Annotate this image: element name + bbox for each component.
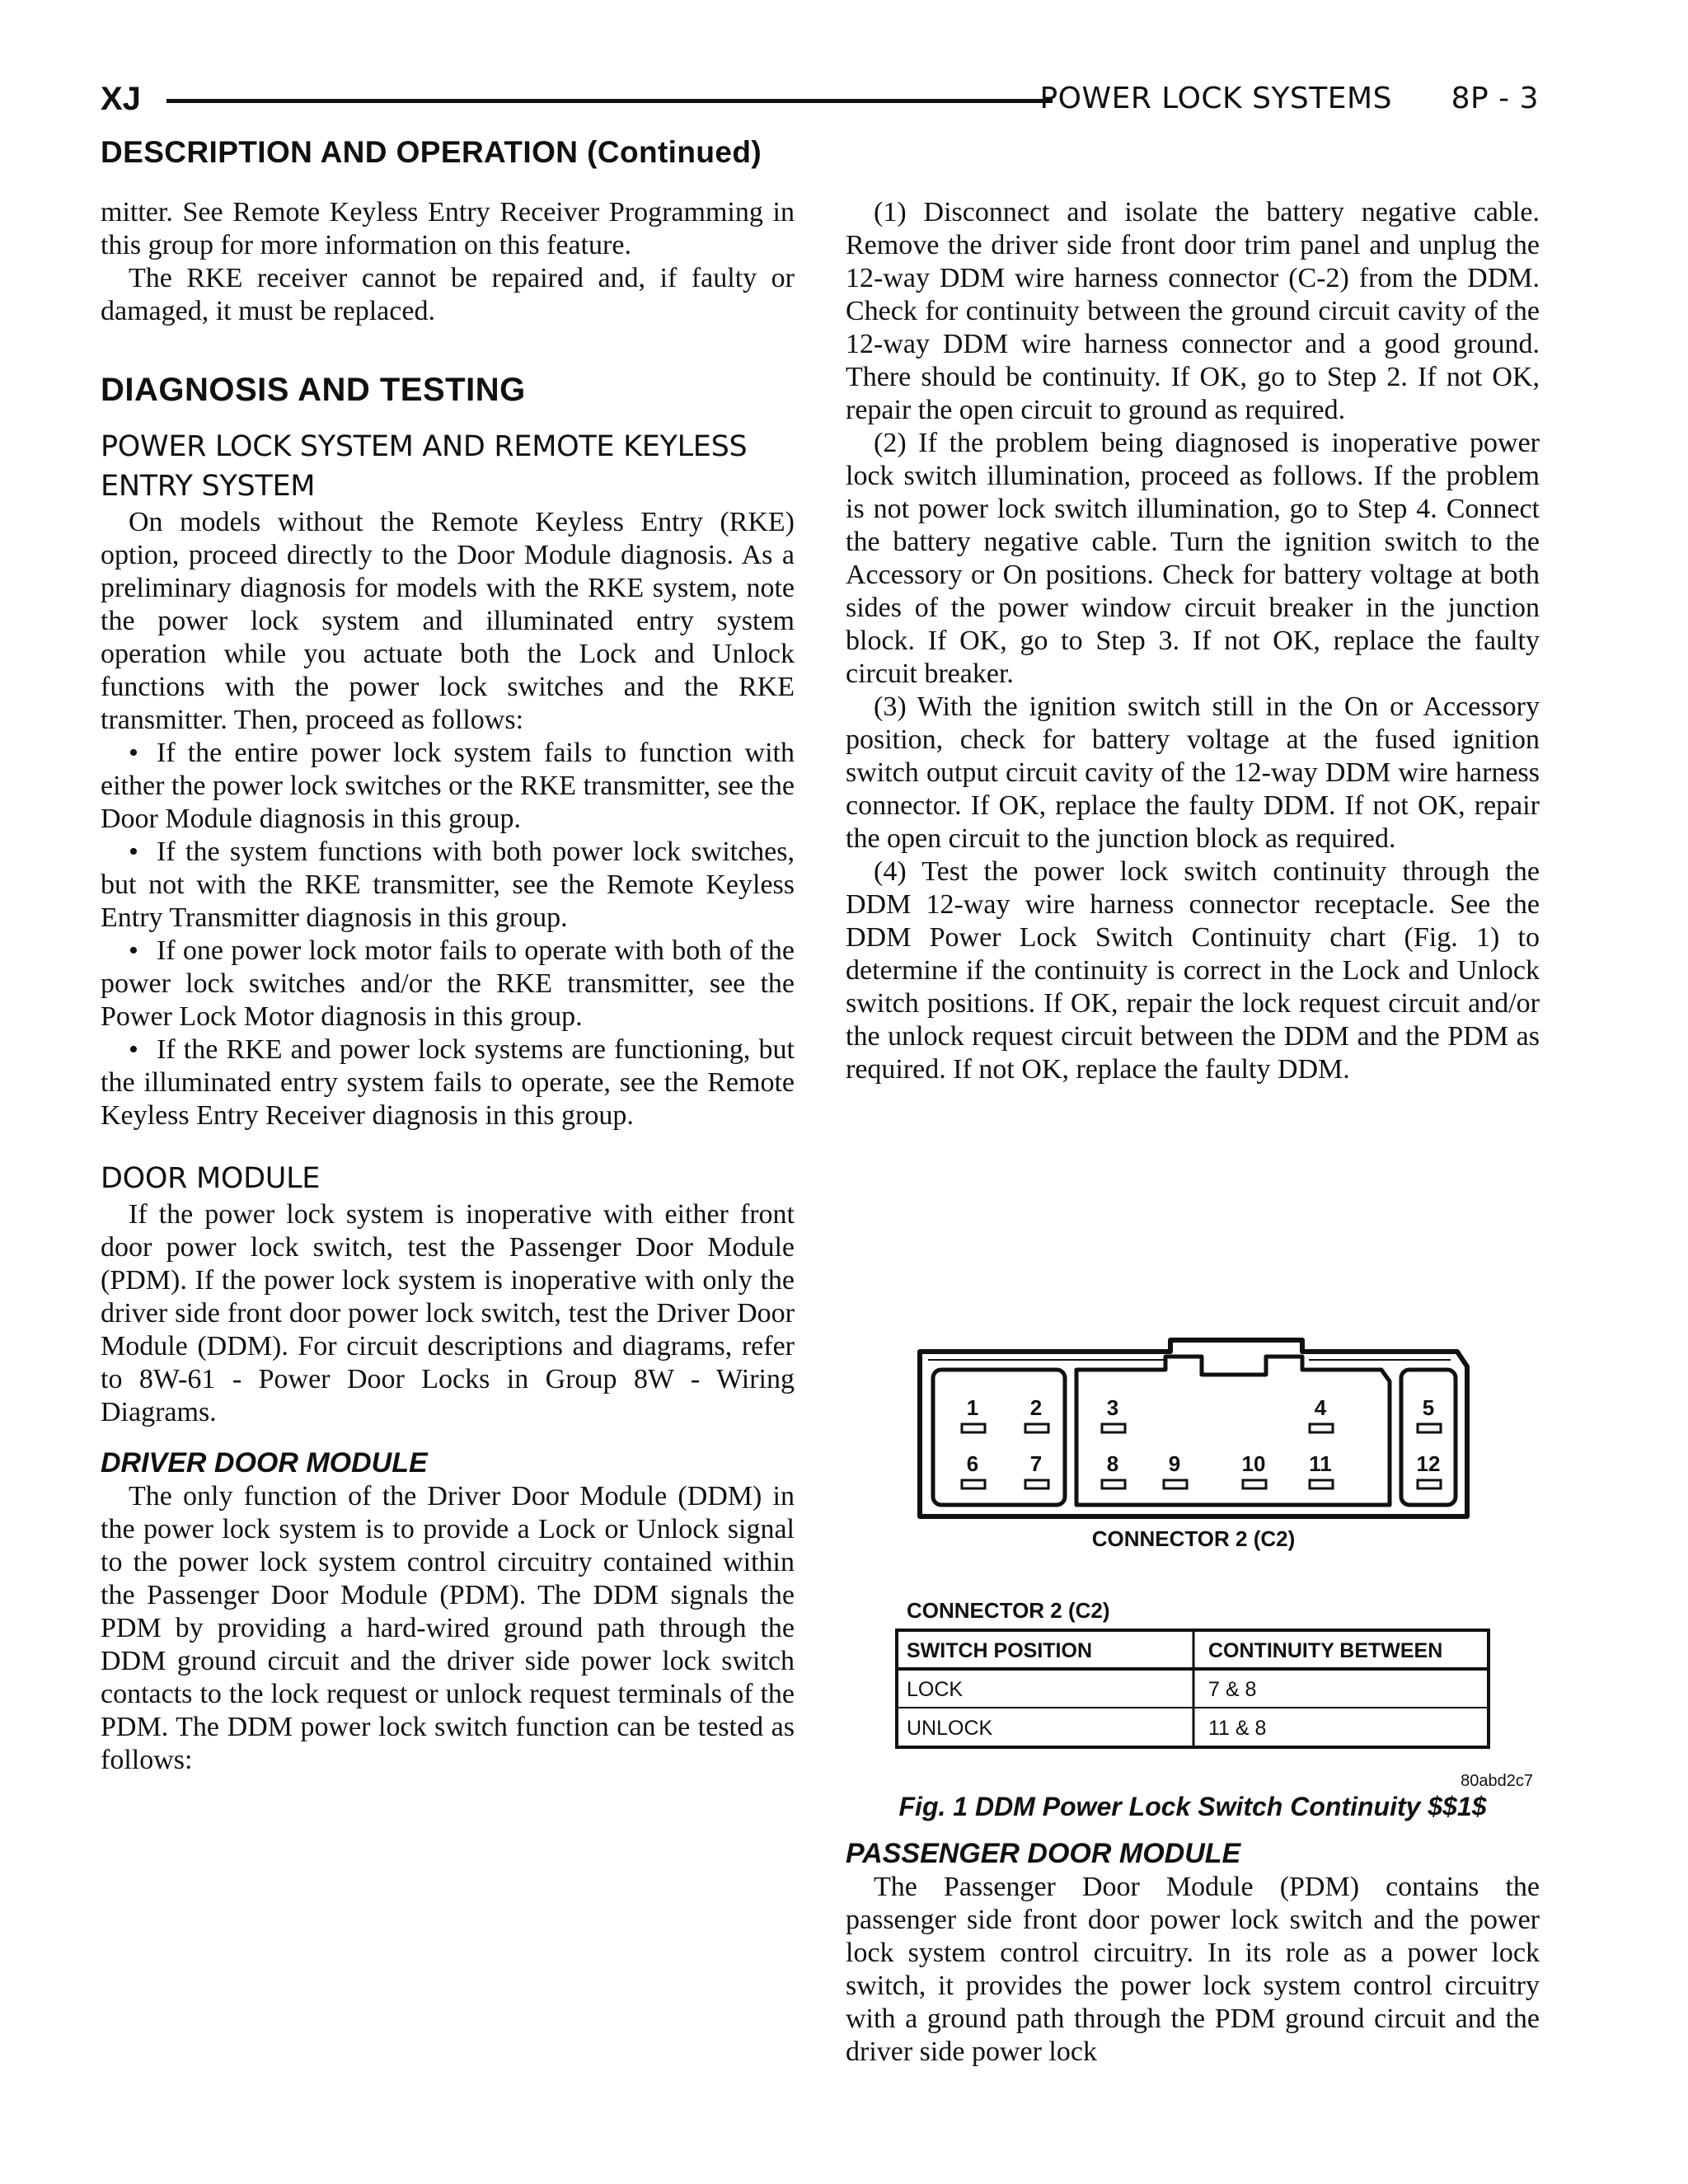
figure-connector-c2	[890, 1333, 1533, 1836]
table-cell: LOCK	[907, 1678, 964, 1701]
header-rule	[166, 99, 1053, 103]
figure-code: 80abd2c7	[1461, 1772, 1533, 1790]
pin-label: 6	[966, 1451, 979, 1476]
header-vehicle-code: XJ	[101, 81, 141, 117]
paragraph-rke-programming: mitter. See Remote Keyless Entry Receiver Programming in this group for more information on this feature.	[101, 197, 795, 260]
bullet-icon: •	[129, 935, 138, 966]
pin-terminal	[1310, 1424, 1333, 1432]
pin-label: 5	[1422, 1395, 1435, 1420]
pin-label: 1	[966, 1395, 979, 1420]
pin-terminal	[1164, 1480, 1187, 1488]
heading-passenger-door-module: PASSENGER DOOR MODULE	[846, 1838, 1241, 1869]
table-header-cell: SWITCH POSITION	[907, 1639, 1092, 1662]
pin-terminal	[1025, 1424, 1048, 1432]
heading-diagnosis-testing: DIAGNOSIS AND TESTING	[101, 372, 526, 408]
paragraph-preliminary-diagnosis: On models without the Remote Keyless Entry (RKE) option, proceed directly to the Door Module diagnosis. As a preliminary diagnosis for models with the RKE system, note the power lock system and illuminated entry system operation while you actuate both the Lock and Unlock functions with the power lock switches and the RKE transmitter. Then, proceed as follows:	[101, 507, 795, 735]
continuity-table	[897, 1630, 1489, 1747]
passenger-door-module-section	[846, 1836, 1540, 2069]
paragraph-door-module: If the power lock system is inoperative with either front door power lock switch, test the Passenger Door Module (PDM). If the power lock system is inoperative with only the driver side front door power lock switch, test the Driver Door Module (DDM). For circuit descriptions and diagrams, refer to 8W-61 - Power Door Locks in Group 8W - Wiring Diagrams.	[101, 1199, 795, 1427]
pin-label: 8	[1106, 1451, 1119, 1476]
table-header-cell: CONTINUITY BETWEEN	[1208, 1639, 1443, 1662]
table-title: CONNECTOR 2 (C2)	[907, 1598, 1110, 1623]
connector-diagram	[890, 1333, 1533, 1836]
pin-label: 11	[1309, 1451, 1332, 1476]
paragraph-passenger-door-module: The Passenger Door Module (PDM) contains the passenger side front door power lock switch and the power lock system control circuitry. In its role as a power lock switch, it provides the power lock system control circuitry with a ground path through the PDM ground circuit and the driver side power lock	[846, 1872, 1540, 2067]
pin-label: 9	[1168, 1451, 1181, 1476]
connector-housing	[920, 1340, 1467, 1516]
table-cell: 11 & 8	[1208, 1717, 1267, 1740]
bullet-item: • If the RKE and power lock systems are functioning, but the illuminated entry system fails to operate, see the Remote Keyless Entry Receiver diagnosis in this group.	[101, 1034, 795, 1131]
pin-row-2	[962, 1451, 1441, 1488]
right-column	[846, 196, 1540, 1086]
connector-label: CONNECTOR 2 (C2)	[1091, 1526, 1296, 1551]
bullet-item: • If the entire power lock system fails to function with either the power lock switches or the RKE transmitter, see the Door Module diagnosis in this group.	[101, 738, 795, 834]
step-2: (2) If the problem being diagnosed is inoperative power lock switch illumination, proceed as follows. If the problem is not power lock switch illumination, go to Step 4. Connect the battery negative cable. Turn the ignition switch to the Accessory or On positions. Check for battery voltage at both sides of the power window circuit breaker in the junction block. If OK, go to Step 3. If not OK, replace the faulty circuit breaker.	[846, 428, 1540, 689]
pin-label: 3	[1106, 1395, 1119, 1420]
pin-label: 7	[1029, 1451, 1043, 1476]
heading-door-module: DOOR MODULE	[101, 1162, 321, 1195]
connector-cavity-left	[933, 1370, 1065, 1505]
table-cell: UNLOCK	[907, 1717, 993, 1740]
bullet-icon: •	[129, 738, 138, 768]
pin-label: 12	[1416, 1451, 1441, 1476]
bullet-icon: •	[129, 1034, 138, 1065]
pin-label: 10	[1241, 1451, 1266, 1476]
pin-terminal	[1310, 1480, 1333, 1488]
table-cell: 7 & 8	[1208, 1678, 1257, 1701]
paragraph-driver-door-module: The only function of the Driver Door Module (DDM) in the power lock system is to provide a Lock or Unlock signal to the power lock system control circuitry contained within the Passenger Door Module (PDM). The DDM signals the PDM by providing a hard-wired ground path through the DDM ground circuit and the driver side power lock switch contacts to the lock request or unlock request terminals of the PDM. The DDM power lock switch function can be tested as follows:	[101, 1481, 795, 1775]
pin-terminal	[1025, 1480, 1048, 1488]
pin-terminal	[1102, 1480, 1125, 1488]
connector-cavity-right	[1401, 1370, 1456, 1505]
pin-terminal	[1102, 1424, 1125, 1432]
heading-power-lock-rke: POWER LOCK SYSTEM AND REMOTE KEYLESS ENTRY SYSTEM	[101, 430, 748, 503]
pin-terminal	[962, 1424, 985, 1432]
step-3: (3) With the ignition switch still in the On or Accessory position, check for battery voltage at the fused ignition switch output circuit cavity of the 12-way DDM wire harness connector. If OK, replace the faulty DDM. If not OK, repair the open circuit to the junction block as required.	[846, 691, 1540, 854]
pin-label: 4	[1314, 1395, 1327, 1420]
pin-terminal	[1418, 1424, 1441, 1432]
pin-label: 2	[1029, 1395, 1043, 1420]
bullet-item: • If one power lock motor fails to operate with both of the power lock switches and/or the RKE transmitter, see the Power Lock Motor diagnosis in this group.	[101, 935, 795, 1032]
step-1: (1) Disconnect and isolate the battery negative cable. Remove the driver side front door trim panel and unplug the 12-way DDM wire harness connector (C-2) from the DDM. Check for continuity between the ground circuit cavity of the 12-way DDM wire harness connector and a good ground. There should be continuity. If OK, go to Step 2. If not OK, repair the open circuit to ground as required.	[846, 197, 1540, 425]
bullet-item: • If the system functions with both power lock switches, but not with the RKE transmitter, see the Remote Keyless Entry Transmitter diagnosis in this group.	[101, 837, 795, 933]
pin-row-1	[962, 1395, 1441, 1432]
continued-section-title: DESCRIPTION AND OPERATION (Continued)	[101, 135, 762, 169]
header-section-page: POWER LOCK SYSTEMS 8P - 3	[1039, 82, 1539, 115]
pin-terminal	[962, 1480, 985, 1488]
left-column	[101, 196, 795, 1777]
heading-driver-door-module: DRIVER DOOR MODULE	[101, 1447, 428, 1479]
pin-terminal	[1418, 1480, 1441, 1488]
connector-cavity-center	[1076, 1357, 1390, 1505]
bullet-icon: •	[129, 837, 138, 867]
paragraph-rke-receiver: The RKE receiver cannot be repaired and, if faulty or damaged, it must be replaced.	[101, 263, 795, 326]
running-header	[101, 76, 1539, 122]
pin-terminal	[1243, 1480, 1266, 1488]
figure-caption: Fig. 1 DDM Power Lock Switch Continuity $$1$	[898, 1792, 1487, 1821]
step-4: (4) Test the power lock switch continuity through the DDM 12-way wire harness connector receptacle. See the DDM Power Lock Switch Continuity chart (Fig. 1) to determine if the continuity is correct in the Lock and Unlock switch positions. If OK, repair the lock request circuit and/or the unlock request circuit between the DDM and the PDM as required. If not OK, replace the faulty DDM.	[846, 856, 1540, 1085]
